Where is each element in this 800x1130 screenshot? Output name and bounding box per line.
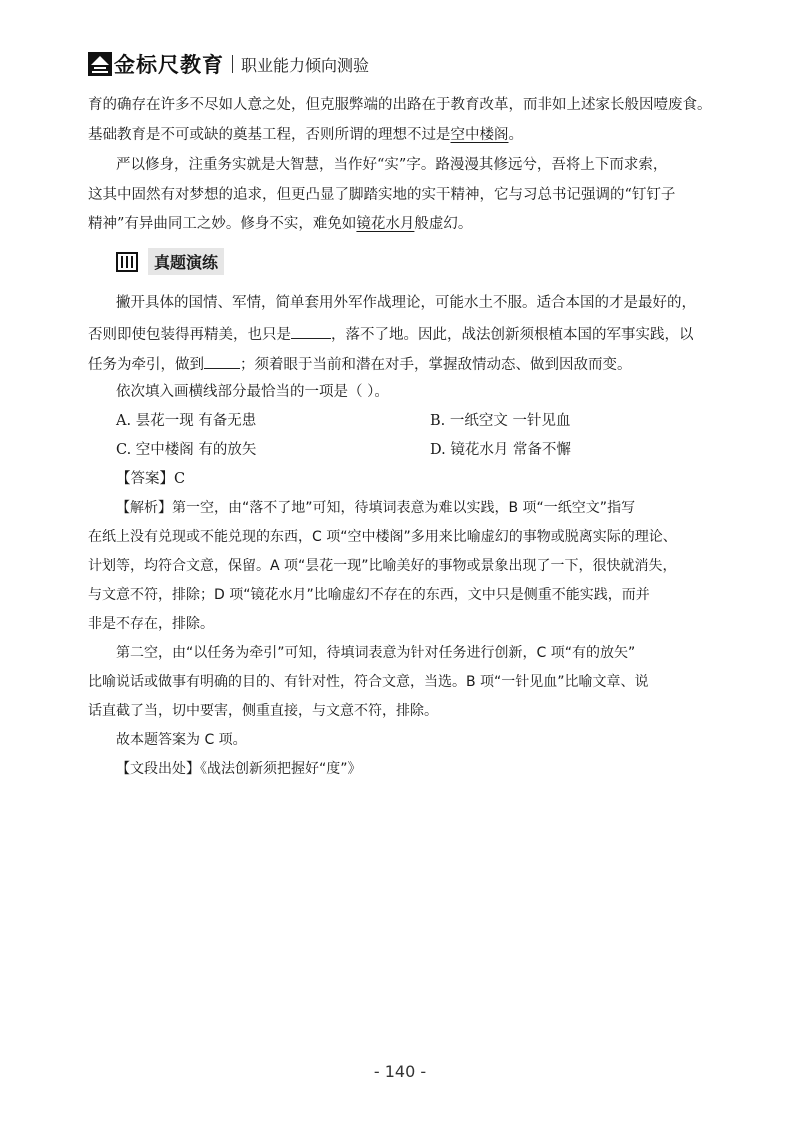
analysis-p2-line-3: 话直截了当，切中要害，侧重直接，与文意不符，排除。 xyxy=(88,703,438,719)
question-line-3-start: 任务为牵引，做到 xyxy=(88,357,204,373)
option-d: D. 镜花水月 常备不懈 xyxy=(430,442,571,458)
answer-line xyxy=(116,468,185,490)
intro-line-5 xyxy=(88,213,472,235)
section-heading xyxy=(116,248,224,275)
analysis-conclusion: 故本题答案为 C 项。 xyxy=(116,732,247,748)
question-line-1: 撇开具体的国情、军情，简单套用外军作战理论，可能水土不服。适合本国的才是最好的， xyxy=(116,295,696,311)
intro-line-2-end: 。 xyxy=(508,127,523,143)
intro-line-3: 严以修身，注重务实就是大智慧，当作好“实”字。路漫漫其修远兮，吾将上下而求索， xyxy=(116,157,668,173)
option-a: A. 昙花一现 有备无患 xyxy=(116,413,257,429)
brand-logo-icon xyxy=(88,52,112,76)
analysis-p2-line-2: 比喻说话或做事有明确的目的、有针对性，符合文意，当选。B 项“一针见血”比喻文章、说 xyxy=(88,674,649,690)
page-header xyxy=(88,50,369,78)
fill-blank-1 xyxy=(291,322,331,339)
question-stem: 依次填入画横线部分最恰当的一项是（ ）。 xyxy=(116,384,389,400)
header-divider xyxy=(232,55,233,73)
option-c: C. 空中楼阁 有的放矢 xyxy=(116,442,257,458)
equalizer-icon xyxy=(116,252,138,272)
option-b: B. 一纸空文 一针见血 xyxy=(430,413,571,429)
answer-value: C xyxy=(174,471,186,487)
analysis-p1-line-2: 在纸上没有兑现或不能兑现的东西，C 项“空中楼阁”多用来比喻虚幻的事物或脱离实际的理论、 xyxy=(88,529,677,545)
header-subtitle: 职业能力倾向测验 xyxy=(241,55,370,75)
underlined-term-1: 空中楼阁 xyxy=(450,127,509,143)
question-line-2-start: 否则即使包装得再精美，也只是 xyxy=(88,327,291,343)
section-title: 真题演练 xyxy=(148,248,224,275)
passage-source: 【文段出处】《战法创新须把握好“度”》 xyxy=(116,761,362,777)
analysis-p1-line-1: 【解析】第一空，由“落不了地”可知，待填词表意为难以实践，B 项“一纸空文”指写 xyxy=(116,500,636,516)
question-line-2 xyxy=(88,322,694,346)
intro-line-5-text: 精神”有异曲同工之妙。修身不实，难免如 xyxy=(88,216,357,232)
question-line-3 xyxy=(88,352,632,376)
analysis-p1-line-4: 与文意不符，排除；D 项“镜花水月”比喻虚幻不存在的东西，文中只是侧重不能实践，而并 xyxy=(88,587,650,603)
analysis-p1-line-5: 非是不存在，排除。 xyxy=(88,616,214,632)
intro-line-1: 育的确存在许多不尽如人意之处，但克服弊端的出路在于教育改革，而非如上述家长般因噎废食。 xyxy=(88,97,712,113)
underlined-term-2: 镜花水月 xyxy=(356,216,415,232)
fill-blank-2 xyxy=(204,352,240,369)
intro-line-2-text: 基础教育是不可或缺的奠基工程，否则所谓的理想不过是 xyxy=(88,127,451,143)
intro-line-2 xyxy=(88,124,523,146)
intro-line-5-end: 般虚幻。 xyxy=(414,216,473,232)
question-line-3-end: ；须着眼于当前和潜在对手，掌握敌情动态、做到因敌而变。 xyxy=(240,357,632,373)
question-line-2-end: ，落不了地。因此，战法创新须根植本国的军事实践，以 xyxy=(331,327,694,343)
brand-logo xyxy=(88,49,224,79)
answer-label: 【答案】 xyxy=(116,471,174,487)
analysis-p2-line-1: 第二空，由“以任务为牵引”可知，待填词表意为针对任务进行创新，C 项“有的放矢” xyxy=(116,645,636,661)
intro-line-4: 这其中固然有对梦想的追求，但更凸显了脚踏实地的实干精神，它与习总书记强调的“钉钉子 xyxy=(88,187,676,203)
brand-name: 金标尺教育 xyxy=(114,53,224,77)
page-number: - 140 - xyxy=(373,1062,427,1081)
analysis-p1-line-3: 计划等，均符合文意，保留。A 项“昙花一现”比喻美好的事物或景象出现了一下，很快就消失， xyxy=(88,558,677,574)
